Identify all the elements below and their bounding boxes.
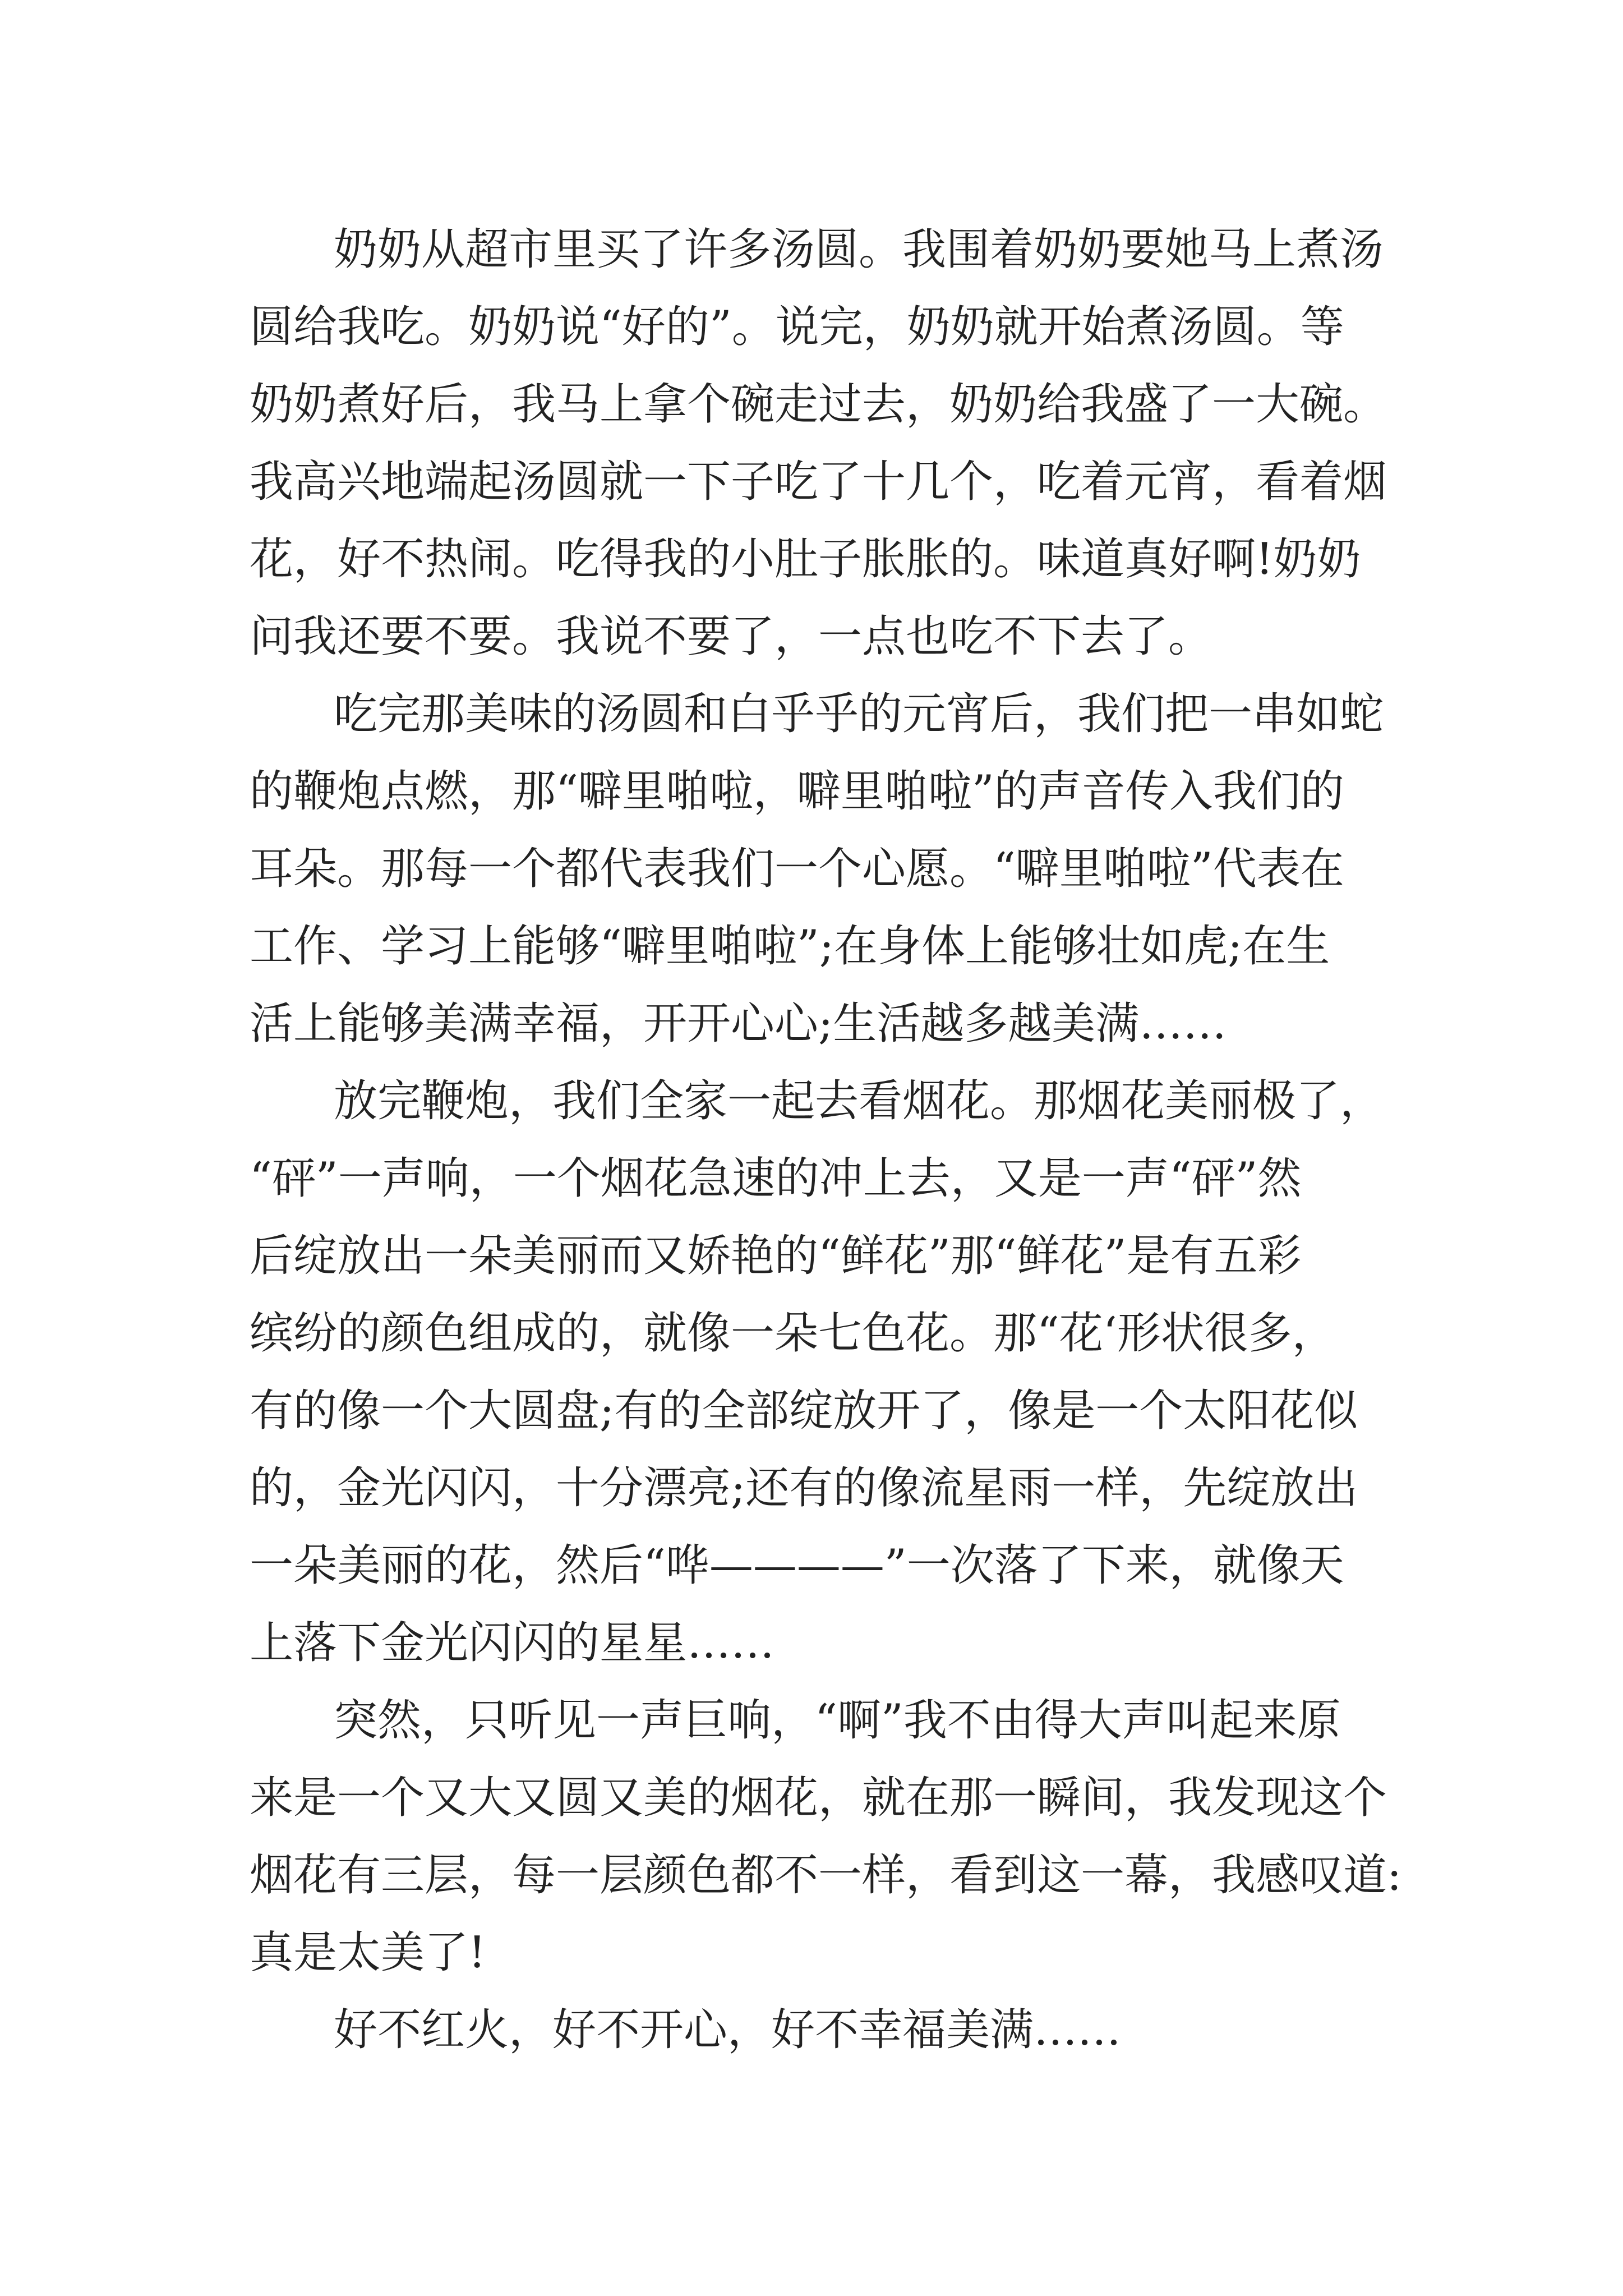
text-line: 活上能够美满幸福，开开心心;生活越多越美满…… (250, 999, 1227, 1049)
text-line: 一朵美丽的花，然后“哗————”一次落了下来，就像天 (250, 1540, 1344, 1591)
paragraph-3 (250, 1062, 1416, 1682)
text-line: 有的像一个大圆盘;有的全部绽放开了，像是一个太阳花似 (250, 1386, 1358, 1436)
text-line: 的鞭炮点燃，那“噼里啪啦，噼里啪啦”的声音传入我们的 (250, 766, 1344, 817)
text-line: 我高兴地端起汤圆就一下子吃了十几个，吃着元宵，看着烟 (250, 457, 1387, 507)
document-body (250, 211, 1416, 2069)
text-line: 上落下金光闪闪的星星…… (250, 1618, 775, 1668)
text-line: 缤纷的颜色组成的，就像一朵七色花。那“花‘形状很多， (250, 1308, 1336, 1359)
text-line: 来是一个又大又圆又美的烟花，就在那一瞬间，我发现这个 (250, 1773, 1387, 1823)
text-line: “砰”一声响，一个烟花急速的冲上去，又是一声“砰”然 (250, 1153, 1302, 1204)
text-line: 工作、学习上能够“噼里啪啦”;在身体上能够壮如虎;在生 (250, 921, 1330, 972)
text-line: 花，好不热闹。吃得我的小肚子胀胀的。味道真好啊!奶奶 (250, 534, 1361, 585)
text-line: 好不红火，好不开心，好不幸福美满…… (334, 2005, 1122, 2055)
text-line: 后绽放出一朵美丽而又娇艳的“鲜花”那“鲜花”是有五彩 (250, 1231, 1302, 1281)
text-line: 问我还要不要。我说不要了，一点也吃不下去了。 (250, 611, 1212, 662)
paragraph-2 (250, 675, 1416, 1062)
text-line: 真是太美了! (250, 1927, 486, 1978)
paragraph-4 (250, 1682, 1416, 1991)
text-line: 放完鞭炮，我们全家一起去看烟花。那烟花美丽极了， (334, 1076, 1384, 1126)
text-line: 突然，只听见一声巨响，“啊”我不由得大声叫起来原 (334, 1695, 1341, 1746)
text-line: 奶奶煮好后，我马上拿个碗走过去，奶奶给我盛了一大碗。 (250, 379, 1387, 430)
text-line: 吃完那美味的汤圆和白乎乎的元宵后，我们把一串如蛇 (334, 689, 1384, 739)
text-line: 圆给我吃。奶奶说“好的”。说完，奶奶就开始煮汤圆。等 (250, 302, 1344, 352)
text-line: 奶奶从超市里买了许多汤圆。我围着奶奶要她马上煮汤 (334, 224, 1384, 275)
text-line: 耳朵。那每一个都代表我们一个心愿。“噼里啪啦”代表在 (250, 844, 1344, 894)
paragraph-5 (250, 1991, 1416, 2069)
paragraph-1 (250, 211, 1416, 675)
text-line: 的，金光闪闪，十分漂亮;还有的像流星雨一样，先绽放出 (250, 1463, 1358, 1513)
text-line: 烟花有三层，每一层颜色都不一样，看到这一幕，我感叹道: (250, 1850, 1402, 1901)
